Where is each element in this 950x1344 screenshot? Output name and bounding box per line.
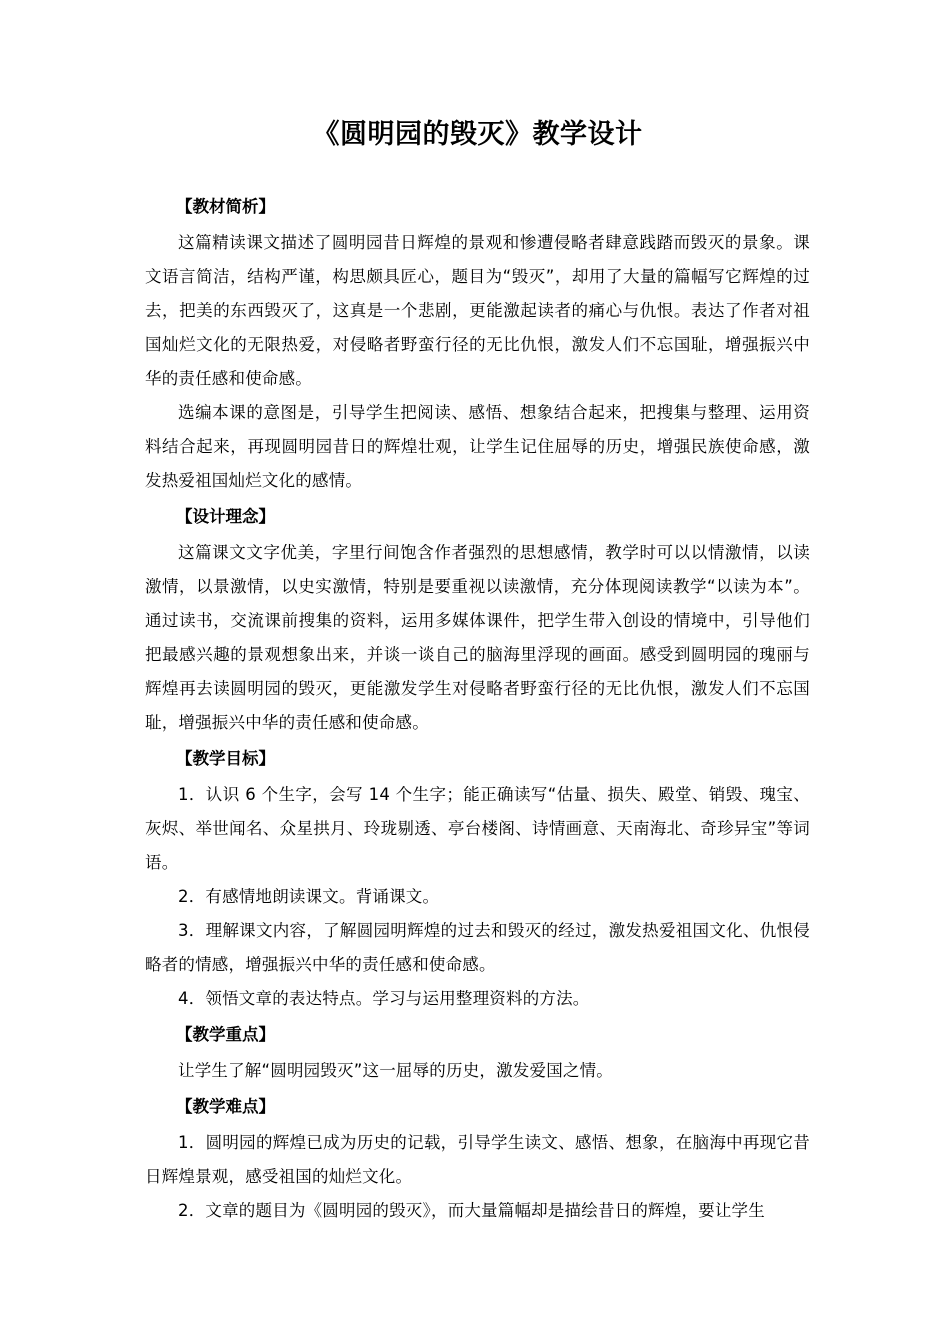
section-heading: 【教学重点】	[176, 1025, 275, 1044]
section-heading: 【教学难点】	[176, 1097, 275, 1116]
document-title: 《圆明园的毁灭》教学设计	[312, 119, 643, 150]
section-textbook-analysis	[145, 192, 810, 498]
section-heading: 【设计理念】	[176, 507, 275, 526]
section-teaching-focus	[145, 1020, 810, 1088]
list-item: 2．文章的题目为《圆明园的毁灭》，而大量篇幅却是描绘昔日的辉煌，要让学生	[178, 1201, 765, 1220]
list-item: 4．领悟文章的表达特点。学习与运用整理资料的方法。	[178, 989, 590, 1008]
paragraph: 这篇课文文字优美，字里行间饱含作者强烈的思想感情，教学时可以以情激情，以读激情，以景激情，以史实激情，特别是要重视以读激情，充分体现阅读教学“以读为本”。通过读书，交流课前搜集的资料，运用多媒体课件，把学生带入创设的情境中，引导他们把最感兴趣的景观想象出来，并谈一谈自己的脑海里浮现的画面。感受到圆明园的瑰丽与辉煌再去读圆明园的毁灭，更能激发学生对侵略者野蛮行径的无比仇恨，激发人们不忘国耻，增强振兴中华的责任感和使命感。	[145, 543, 810, 732]
paragraph: 这篇精读课文描述了圆明园昔日辉煌的景观和惨遭侵略者肆意践踏而毁灭的景象。课文语言简洁，结构严谨，构思颇具匠心，题目为“毁灭”，却用了大量的篇幅写它辉煌的过去，把美的东西毁灭了，这真是一个悲剧，更能激起读者的痛心与仇恨。表达了作者对祖国灿烂文化的无限热爱，对侵略者野蛮行径的无比仇恨，激发人们不忘国耻，增强振兴中华的责任感和使命感。	[145, 233, 810, 388]
section-design-concept	[145, 502, 810, 740]
list-item: 2．有感情地朗读课文。背诵课文。	[178, 887, 440, 906]
list-item: 1．圆明园的辉煌已成为历史的记载，引导学生读文、感悟、想象，在脑海中再现它昔日辉煌景观，感受祖国的灿烂文化。	[145, 1133, 810, 1186]
list-item: 3．理解课文内容，了解圆园明辉煌的过去和毁灭的经过，激发热爱祖国文化、仇恨侵略者的情感，增强振兴中华的责任感和使命感。	[145, 921, 810, 974]
section-teaching-difficulties	[145, 1092, 810, 1228]
section-teaching-goals	[145, 744, 810, 1016]
section-heading: 【教学目标】	[176, 749, 275, 768]
paragraph: 选编本课的意图是，引导学生把阅读、感悟、想象结合起来，把搜集与整理、运用资料结合起来，再现圆明园昔日的辉煌壮观，让学生记住屈辱的历史，增强民族使命感，激发热爱祖国灿烂文化的感情。	[145, 403, 810, 490]
paragraph: 让学生了解“圆明园毁灭”这一屈辱的历史，激发爱国之情。	[178, 1061, 613, 1080]
list-item: 1．认识 6 个生字，会写 14 个生字；能正确读写“估量、损失、殿堂、销毁、瑰宝、灰烬、举世闻名、众星拱月、玲珑剔透、亭台楼阁、诗情画意、天南海北、奇珍异宝”等词语。	[145, 785, 810, 872]
section-heading: 【教材简析】	[176, 197, 275, 216]
